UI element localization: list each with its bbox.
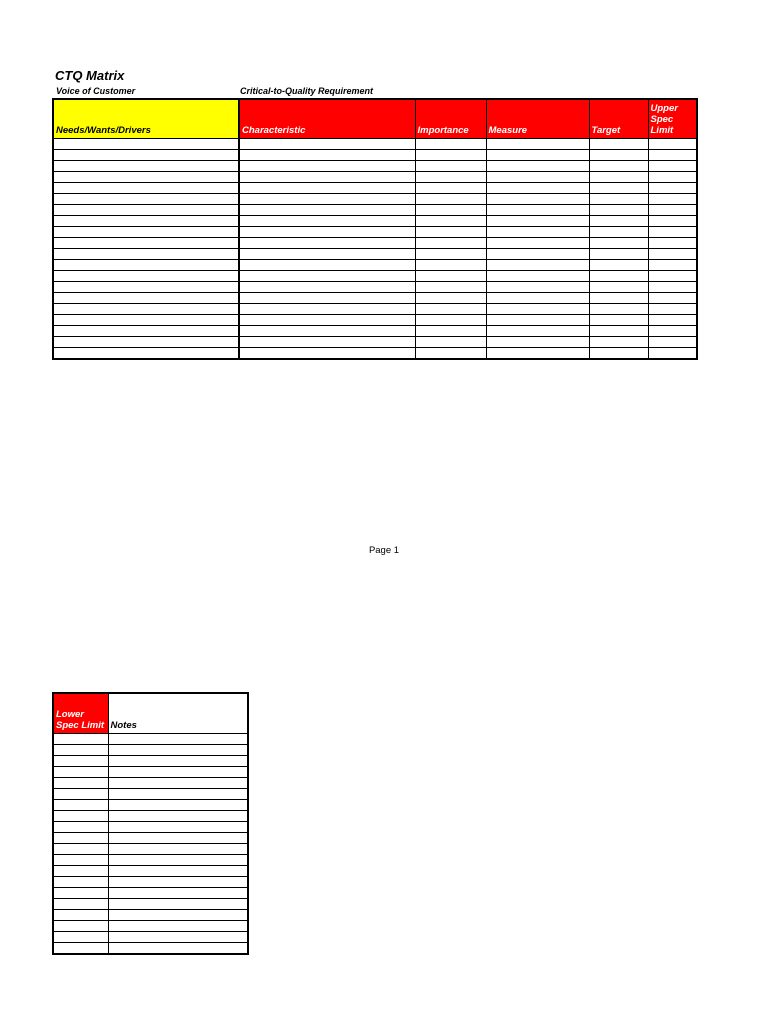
ctq-matrix-cell[interactable]: [415, 282, 486, 293]
spec-notes-cell[interactable]: [53, 734, 108, 745]
ctq-matrix-cell[interactable]: [53, 271, 239, 282]
spec-notes-cell[interactable]: [53, 822, 108, 833]
spec-notes-cell[interactable]: [108, 899, 248, 910]
ctq-matrix-cell[interactable]: [648, 161, 697, 172]
ctq-matrix-cell[interactable]: [589, 337, 648, 348]
spec-notes-row: [53, 800, 248, 811]
ctq-matrix-cell[interactable]: [53, 282, 239, 293]
ctq-matrix-cell[interactable]: [239, 293, 415, 304]
ctq-matrix-cell[interactable]: [486, 260, 589, 271]
ctq-matrix-cell[interactable]: [53, 238, 239, 249]
ctq-matrix-cell[interactable]: [589, 304, 648, 315]
ctq-matrix-cell[interactable]: [415, 348, 486, 360]
ctq-matrix-cell[interactable]: [415, 161, 486, 172]
ctq-matrix-cell[interactable]: [53, 260, 239, 271]
ctq-matrix-cell[interactable]: [415, 293, 486, 304]
spec-notes-cell[interactable]: [53, 855, 108, 866]
ctq-matrix-cell[interactable]: [589, 260, 648, 271]
header-lower-spec-limit: Lower Spec Limit: [53, 693, 108, 734]
spec-notes-row: [53, 866, 248, 877]
ctq-matrix-row: [53, 194, 697, 205]
ctq-matrix-cell[interactable]: [239, 315, 415, 326]
spec-notes-cell[interactable]: [108, 756, 248, 767]
ctq-matrix-cell[interactable]: [415, 249, 486, 260]
ctq-matrix-cell[interactable]: [415, 172, 486, 183]
spec-notes-row: [53, 932, 248, 943]
ctq-header-row: [53, 99, 697, 139]
ctq-matrix-cell[interactable]: [648, 293, 697, 304]
spec-notes-cell[interactable]: [53, 745, 108, 756]
ctq-matrix-row: [53, 205, 697, 216]
ctq-matrix-cell[interactable]: [486, 172, 589, 183]
ctq-requirement-label: Critical-to-Quality Requirement: [240, 86, 374, 96]
ctq-matrix-cell[interactable]: [53, 161, 239, 172]
ctq-matrix-cell[interactable]: [415, 337, 486, 348]
spec-notes-row: [53, 745, 248, 756]
ctq-matrix-cell[interactable]: [589, 194, 648, 205]
ctq-matrix-cell[interactable]: [486, 227, 589, 238]
ctq-matrix-cell[interactable]: [648, 315, 697, 326]
ctq-matrix-cell[interactable]: [415, 139, 486, 150]
ctq-matrix-cell[interactable]: [415, 150, 486, 161]
ctq-matrix-cell[interactable]: [648, 139, 697, 150]
ctq-matrix-cell[interactable]: [486, 249, 589, 260]
spec-notes-row: [53, 899, 248, 910]
ctq-matrix-cell[interactable]: [648, 304, 697, 315]
ctq-matrix-cell[interactable]: [53, 348, 239, 360]
ctq-matrix-cell[interactable]: [589, 172, 648, 183]
ctq-matrix-row: [53, 260, 697, 271]
notes-header-row: [53, 693, 248, 734]
ctq-matrix-row: [53, 315, 697, 326]
ctq-matrix-cell[interactable]: [239, 271, 415, 282]
ctq-matrix-cell[interactable]: [648, 150, 697, 161]
ctq-matrix-cell[interactable]: [486, 326, 589, 337]
ctq-matrix-row: [53, 216, 697, 227]
ctq-matrix-cell[interactable]: [486, 282, 589, 293]
spec-notes-cell[interactable]: [53, 877, 108, 888]
page-number: Page 1: [368, 545, 400, 556]
ctq-matrix-cell[interactable]: [648, 216, 697, 227]
spec-notes-cell[interactable]: [108, 734, 248, 745]
ctq-matrix-cell[interactable]: [53, 304, 239, 315]
ctq-matrix-row: [53, 150, 697, 161]
ctq-matrix-cell[interactable]: [415, 315, 486, 326]
ctq-matrix-table: [52, 98, 698, 360]
spec-notes-cell[interactable]: [53, 789, 108, 800]
spec-notes-cell[interactable]: [108, 921, 248, 932]
ctq-matrix-cell[interactable]: [648, 194, 697, 205]
header-importance: Importance: [415, 99, 486, 139]
ctq-matrix-cell[interactable]: [589, 238, 648, 249]
spec-notes-cell[interactable]: [53, 866, 108, 877]
ctq-matrix-cell[interactable]: [239, 227, 415, 238]
ctq-matrix-cell[interactable]: [486, 194, 589, 205]
spec-notes-cell[interactable]: [108, 910, 248, 921]
spec-notes-row: [53, 910, 248, 921]
ctq-matrix-cell[interactable]: [648, 172, 697, 183]
header-needs-wants-drivers: Needs/Wants/Drivers: [53, 99, 239, 139]
spec-notes-cell[interactable]: [53, 811, 108, 822]
spec-notes-row: [53, 734, 248, 745]
header-target: Target: [589, 99, 648, 139]
spec-notes-cell[interactable]: [108, 866, 248, 877]
ctq-matrix-row: [53, 282, 697, 293]
ctq-matrix-cell[interactable]: [53, 227, 239, 238]
spec-notes-row: [53, 943, 248, 955]
ctq-matrix-row: [53, 227, 697, 238]
ctq-matrix-cell[interactable]: [486, 348, 589, 360]
ctq-matrix-cell[interactable]: [589, 249, 648, 260]
ctq-matrix-cell[interactable]: [53, 150, 239, 161]
spec-notes-cell[interactable]: [108, 811, 248, 822]
ctq-matrix-cell[interactable]: [239, 282, 415, 293]
spec-notes-row: [53, 822, 248, 833]
ctq-matrix-cell[interactable]: [53, 139, 239, 150]
spec-notes-cell[interactable]: [108, 789, 248, 800]
spec-notes-cell[interactable]: [108, 767, 248, 778]
ctq-matrix-cell[interactable]: [486, 216, 589, 227]
ctq-matrix-cell[interactable]: [239, 139, 415, 150]
voice-of-customer-label: Voice of Customer: [56, 86, 136, 96]
spec-notes-row: [53, 921, 248, 932]
spec-notes-cell[interactable]: [108, 778, 248, 789]
ctq-matrix-cell[interactable]: [486, 304, 589, 315]
spec-notes-cell[interactable]: [108, 943, 248, 955]
ctq-matrix-cell[interactable]: [486, 161, 589, 172]
ctq-matrix-row: [53, 271, 697, 282]
ctq-matrix-cell[interactable]: [53, 326, 239, 337]
ctq-matrix-row: [53, 139, 697, 150]
spec-notes-row: [53, 756, 248, 767]
ctq-matrix-cell[interactable]: [589, 282, 648, 293]
ctq-matrix-cell[interactable]: [648, 238, 697, 249]
spec-notes-row: [53, 767, 248, 778]
ctq-matrix-cell[interactable]: [53, 216, 239, 227]
ctq-matrix-cell[interactable]: [486, 271, 589, 282]
spec-notes-cell[interactable]: [53, 800, 108, 811]
spec-notes-row: [53, 789, 248, 800]
spec-notes-row: [53, 855, 248, 866]
ctq-matrix-row: [53, 326, 697, 337]
ctq-matrix-cell[interactable]: [239, 326, 415, 337]
spec-notes-row: [53, 833, 248, 844]
ctq-matrix-cell[interactable]: [239, 304, 415, 315]
document-title: CTQ Matrix: [55, 68, 125, 83]
spec-notes-row: [53, 844, 248, 855]
spec-notes-cell[interactable]: [108, 855, 248, 866]
spec-notes-row: [53, 888, 248, 899]
spec-notes-cell[interactable]: [108, 888, 248, 899]
ctq-matrix-row: [53, 238, 697, 249]
ctq-matrix-cell[interactable]: [415, 194, 486, 205]
ctq-matrix-cell[interactable]: [486, 139, 589, 150]
ctq-matrix-cell[interactable]: [53, 337, 239, 348]
ctq-matrix-cell[interactable]: [415, 183, 486, 194]
spec-notes-cell[interactable]: [53, 888, 108, 899]
ctq-matrix-cell[interactable]: [239, 194, 415, 205]
ctq-matrix-cell[interactable]: [415, 216, 486, 227]
ctq-matrix-cell[interactable]: [648, 205, 697, 216]
spec-notes-cell[interactable]: [108, 833, 248, 844]
spec-notes-row: [53, 811, 248, 822]
spec-notes-cell[interactable]: [108, 800, 248, 811]
ctq-matrix-cell[interactable]: [648, 271, 697, 282]
ctq-matrix-cell[interactable]: [648, 260, 697, 271]
ctq-matrix-cell[interactable]: [589, 161, 648, 172]
ctq-matrix-cell[interactable]: [415, 227, 486, 238]
spec-notes-cell[interactable]: [53, 943, 108, 955]
ctq-matrix-cell[interactable]: [589, 150, 648, 161]
ctq-matrix-row: [53, 172, 697, 183]
spec-notes-cell[interactable]: [53, 899, 108, 910]
ctq-matrix-cell[interactable]: [53, 183, 239, 194]
ctq-matrix-cell[interactable]: [486, 238, 589, 249]
ctq-matrix-row: [53, 304, 697, 315]
ctq-matrix-cell[interactable]: [589, 293, 648, 304]
ctq-matrix-cell[interactable]: [415, 326, 486, 337]
ctq-matrix-cell[interactable]: [53, 205, 239, 216]
spec-notes-cell[interactable]: [53, 932, 108, 943]
ctq-matrix-cell[interactable]: [239, 238, 415, 249]
ctq-matrix-cell[interactable]: [589, 205, 648, 216]
ctq-matrix-cell[interactable]: [589, 326, 648, 337]
ctq-matrix-cell[interactable]: [486, 183, 589, 194]
ctq-matrix-cell[interactable]: [415, 205, 486, 216]
ctq-matrix-row: [53, 249, 697, 260]
ctq-matrix-cell[interactable]: [239, 348, 415, 360]
spec-notes-cell[interactable]: [108, 877, 248, 888]
spec-notes-table: [52, 692, 249, 955]
ctq-matrix-cell[interactable]: [648, 249, 697, 260]
ctq-matrix-cell[interactable]: [589, 348, 648, 360]
ctq-matrix-cell[interactable]: [589, 216, 648, 227]
ctq-matrix-cell[interactable]: [53, 249, 239, 260]
ctq-matrix-cell[interactable]: [486, 293, 589, 304]
ctq-matrix-cell[interactable]: [239, 161, 415, 172]
spec-notes-row: [53, 877, 248, 888]
spec-notes-cell[interactable]: [108, 844, 248, 855]
ctq-matrix-cell[interactable]: [589, 315, 648, 326]
ctq-matrix-cell[interactable]: [239, 150, 415, 161]
spec-notes-cell[interactable]: [108, 745, 248, 756]
ctq-matrix-cell[interactable]: [589, 227, 648, 238]
header-upper-spec-limit: Upper Spec Limit: [648, 99, 697, 139]
ctq-matrix-cell[interactable]: [486, 337, 589, 348]
ctq-matrix-cell[interactable]: [53, 194, 239, 205]
ctq-matrix-cell[interactable]: [648, 348, 697, 360]
ctq-matrix-row: [53, 161, 697, 172]
header-measure: Measure: [486, 99, 589, 139]
spec-notes-cell[interactable]: [108, 932, 248, 943]
ctq-matrix-cell[interactable]: [53, 315, 239, 326]
ctq-matrix-cell[interactable]: [648, 337, 697, 348]
ctq-matrix-cell[interactable]: [486, 315, 589, 326]
spec-notes-cell[interactable]: [53, 910, 108, 921]
spec-notes-cell[interactable]: [53, 921, 108, 932]
ctq-matrix-cell[interactable]: [239, 216, 415, 227]
ctq-matrix-cell[interactable]: [415, 271, 486, 282]
ctq-matrix-cell[interactable]: [648, 282, 697, 293]
ctq-matrix-row: [53, 293, 697, 304]
ctq-matrix-row: [53, 337, 697, 348]
ctq-matrix-cell[interactable]: [486, 205, 589, 216]
ctq-matrix-cell[interactable]: [239, 205, 415, 216]
ctq-matrix-cell[interactable]: [239, 260, 415, 271]
ctq-matrix-cell[interactable]: [239, 183, 415, 194]
spec-notes-cell[interactable]: [53, 833, 108, 844]
ctq-matrix-cell[interactable]: [53, 172, 239, 183]
spec-notes-row: [53, 778, 248, 789]
ctq-matrix-cell[interactable]: [239, 249, 415, 260]
ctq-matrix-cell[interactable]: [648, 227, 697, 238]
ctq-matrix-row: [53, 183, 697, 194]
ctq-matrix-row: [53, 348, 697, 360]
spec-notes-cell[interactable]: [53, 767, 108, 778]
ctq-matrix-cell[interactable]: [589, 271, 648, 282]
header-characteristic: Characteristic: [239, 99, 415, 139]
spec-notes-cell[interactable]: [108, 822, 248, 833]
ctq-matrix-cell[interactable]: [53, 293, 239, 304]
ctq-matrix-cell[interactable]: [589, 139, 648, 150]
ctq-matrix-cell[interactable]: [648, 183, 697, 194]
spec-notes-cell[interactable]: [53, 756, 108, 767]
ctq-matrix-cell[interactable]: [415, 304, 486, 315]
header-notes: Notes: [108, 693, 248, 734]
ctq-matrix-cell[interactable]: [486, 150, 589, 161]
ctq-matrix-cell[interactable]: [589, 183, 648, 194]
ctq-matrix-cell[interactable]: [239, 172, 415, 183]
ctq-matrix-cell[interactable]: [648, 326, 697, 337]
spec-notes-cell[interactable]: [53, 844, 108, 855]
ctq-matrix-cell[interactable]: [415, 260, 486, 271]
spec-notes-cell[interactable]: [53, 778, 108, 789]
ctq-matrix-cell[interactable]: [415, 238, 486, 249]
ctq-matrix-cell[interactable]: [239, 337, 415, 348]
